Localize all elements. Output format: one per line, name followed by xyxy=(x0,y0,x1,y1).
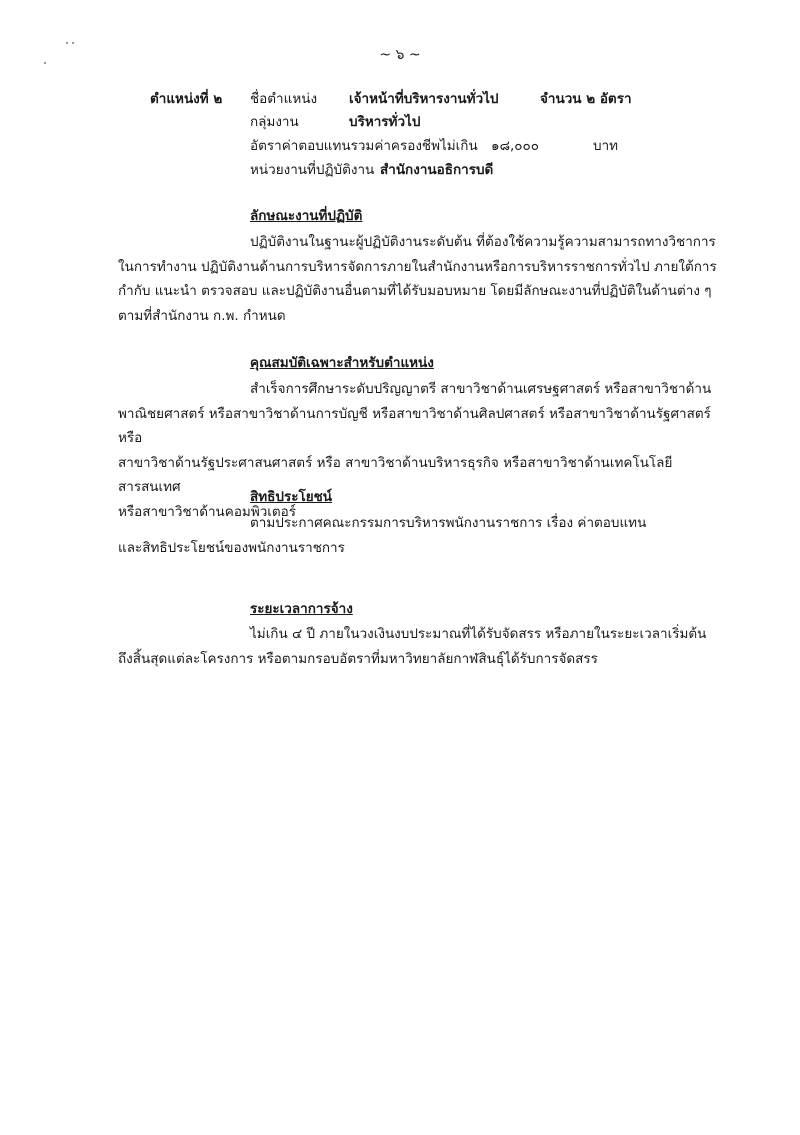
term-line: ถึงสิ้นสุดแต่ละโครงการ หรือตามกรอบอัตราที่มหาวิทยาลัยกาฬสินธุ์ได้รับการจัดสรร xyxy=(118,650,598,667)
qualifications-heading: คุณสมบัติเฉพาะสำหรับตำแหน่ง xyxy=(250,355,434,371)
salary-label: อัตราค่าตอบแทนรวมค่าครองชีพไม่เกิน xyxy=(250,138,478,154)
duties-line: ในการทำงาน ปฏิบัติงานด้านการบริหารจัดการภายในสำนักงานหรือการบริหารราชการทั่วไป ภายใต้การ xyxy=(118,258,717,275)
qualifications-line: สาขาวิชาด้านรัฐประศาสนศาสตร์ หรือ สาขาวิชาด้านบริหารธุรกิจ หรือสาขาวิชาด้านเทคโนโลยีสารสนเทศ xyxy=(118,454,673,495)
benefits-line: ตามประกาศคณะกรรมการบริหารพนักงานราชการ เรื่อง ค่าตอบแทน xyxy=(250,515,647,531)
qualifications-line: พาณิชยศาสตร์ หรือสาขาวิชาด้านการบัญชี หรือสาขาวิชาด้านศิลปศาสตร์ หรือสาขาวิชาด้านรัฐศาสตร์ หรือ xyxy=(118,405,711,446)
duties-paragraph xyxy=(118,230,718,328)
benefits-line: และสิทธิประโยชน์ของพนักงานราชการ xyxy=(118,539,345,556)
term-line: ไม่เกิน ๔ ปี ภายในวงเงินงบประมาณที่ได้รับจัดสรร หรือภายในระยะเวลาเริ่มต้น xyxy=(250,626,707,642)
qualifications-line: หรือสาขาวิชาด้านคอมพิวเตอร์ xyxy=(118,503,297,520)
duties-line: กำกับ แนะนำ ตรวจสอบ และปฏิบัติงานอื่นตามที่ได้รับมอบหมาย โดยมีลักษณะงานที่ปฏิบัติในด้านต่าง ๆ xyxy=(118,283,712,299)
group-label: กลุ่มงาน xyxy=(250,114,299,130)
salary-currency: บาท xyxy=(593,138,619,154)
position-name: เจ้าหน้าที่บริหารงานทั่วไป xyxy=(349,91,499,107)
unit-label: หน่วยงานที่ปฏิบัติงาน xyxy=(250,162,375,178)
benefits-heading: สิทธิประโยชน์ xyxy=(250,489,333,505)
position-name-label: ชื่อตำแหน่ง xyxy=(250,91,318,107)
page-number: ~ ๖ ~ xyxy=(379,47,421,63)
qualifications-line: สำเร็จการศึกษาระดับปริญญาตรี สาขาวิชาด้านเศรษฐศาสตร์ หรือสาขาวิชาด้าน xyxy=(250,381,712,397)
term-paragraph xyxy=(118,622,718,671)
duties-heading: ลักษณะงานที่ปฏิบัติ xyxy=(250,208,363,224)
group-value: บริหารทั่วไป xyxy=(349,114,421,130)
position-label: ตำแหน่งที่ ๒ xyxy=(150,91,223,107)
position-count: จำนวน ๒ อัตรา xyxy=(540,91,632,107)
unit-value: สำนักงานอธิการบดี xyxy=(380,162,494,178)
qualifications-paragraph xyxy=(118,377,718,524)
salary-value: ๑๘,๐๐๐ xyxy=(491,138,539,154)
duties-line: ปฏิบัติงานในฐานะผู้ปฏิบัติงานระดับต้น ที่ต้องใช้ความรู้ความสามารถทางวิชาการ xyxy=(250,234,716,250)
benefits-paragraph xyxy=(118,511,718,560)
term-heading: ระยะเวลาการจ้าง xyxy=(250,601,353,617)
duties-line: ตามที่สำนักงาน ก.พ. กำหนด xyxy=(118,307,286,324)
